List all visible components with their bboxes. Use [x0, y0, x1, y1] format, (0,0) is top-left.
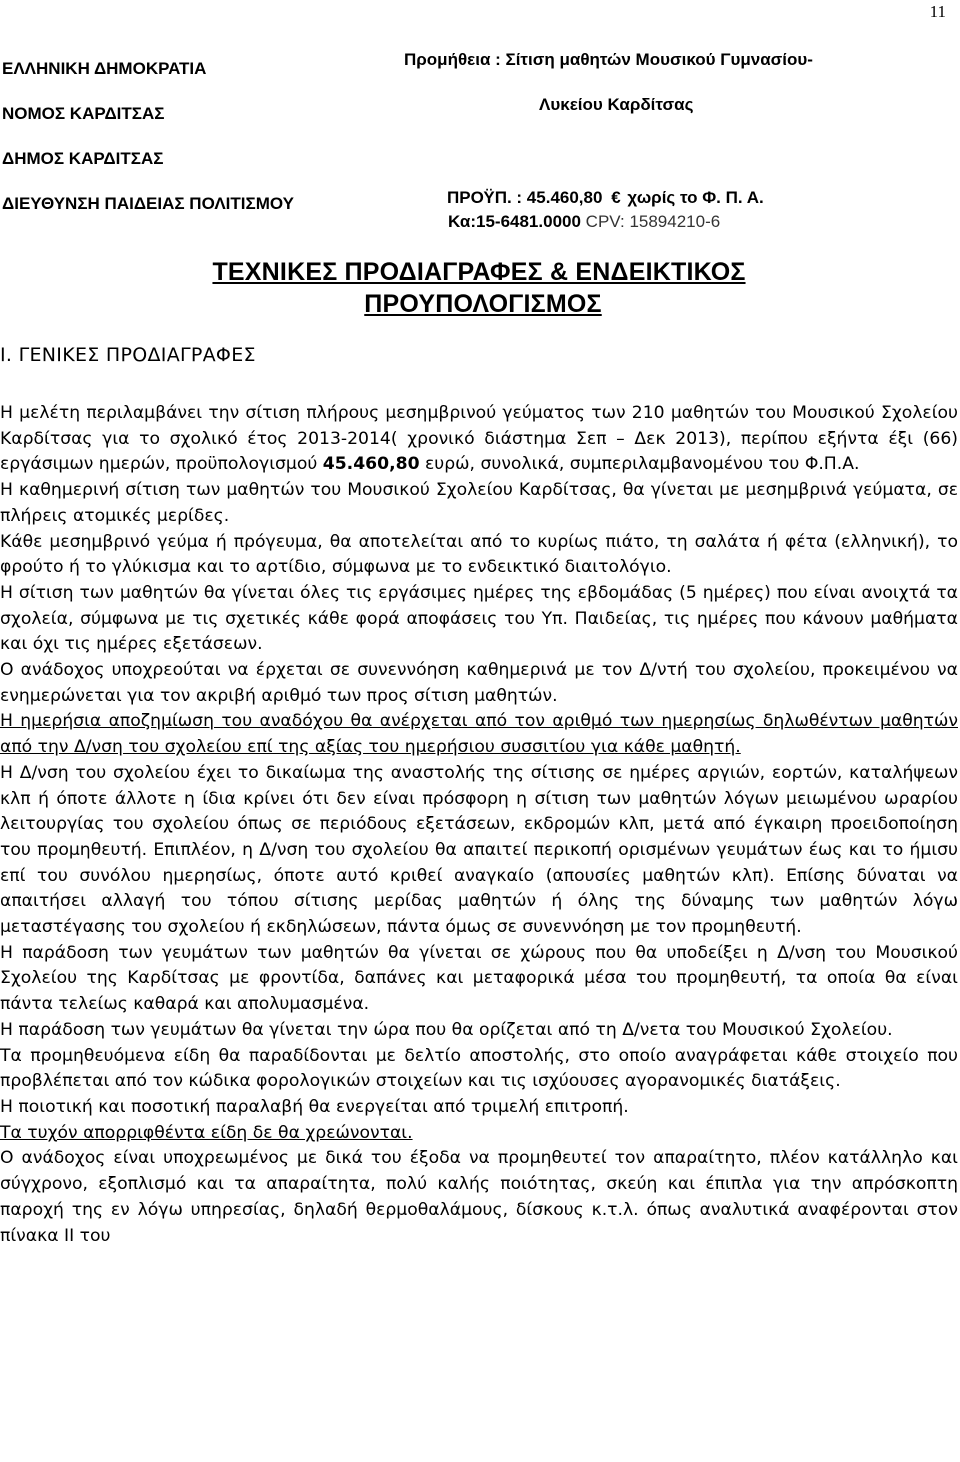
subject-line: Λυκείου Καρδίτσας: [539, 95, 694, 114]
page-number: 11: [929, 2, 946, 21]
paragraph: Η παράδοση των γευμάτων θα γίνεται την ώρα που θα ορίζεται από τη Δ/νετα του Μουσικού Σχολείου.: [0, 1019, 893, 1040]
paragraph: Κάθε μεσημβρινό γεύμα ή πρόγευμα, θα αποτελείται από το κυρίως πιάτο, τη σαλάτα ή φέτα (ελληνική), το φρούτο ή το γλύκισμα και το αρτίδιο, σύμφωνα με το ενδεικτικό διαιτολόγιο.: [0, 531, 958, 578]
paragraph-underlined: Η ημερήσια αποζημίωση του αναδόχου θα ανέρχεται από τον αριθμό των ημερησίως δηλωθέντων μαθητών από την Δ/νση του σχολείου επί της αξίας του ημερήσιου συσσιτίου για κάθε μαθητή.: [0, 711, 958, 758]
paragraph: Η ποιοτική και ποσοτική παραλαβή θα ενεργείται από τριμελή επιτροπή.: [0, 1096, 629, 1117]
paragraph: Τα προμηθευόμενα είδη θα παραδίδονται με δελτίο αποστολής, στο οποίο αναγράφεται κάθε στοιχείο που προβλέπεται από τον κώδικα φορολογικών στοιχείων και τις ισχύουσες αγορανομικές διατάξεις.: [0, 1045, 958, 1092]
section-heading: Ι. ΓΕΝΙΚΕΣ ΠΡΟΔΙΑΓΡΑΦΕΣ: [0, 344, 256, 366]
paragraph: Ο ανάδοχος υποχρεούται να έρχεται σε συνεννόηση καθημερινά με τον Δ/ντή του σχολείου, προκειμένου να ενημερώνεται για τον ακριβή αριθμό των προς σίτιση μαθητών.: [0, 660, 958, 706]
budget-amount: ΠΡΟΫΠ. : 45.460,80: [447, 188, 603, 207]
issuer-block: [2, 46, 294, 226]
paragraph-underlined: Τα τυχόν απορριφθέντα είδη δε θα χρεώνονται.: [0, 1122, 413, 1143]
specifications-body: [0, 401, 958, 1249]
document-title-continued: ΠΡΟΥΠΟΛΟΓΙΣΜΟΣ: [364, 290, 602, 318]
document-title: ΤΕΧΝΙΚΕΣ ΠΡΟΔΙΑΓΡΑΦΕΣ & ΕΝΔΕΙΚΤΙΚΟΣ: [212, 258, 746, 286]
paragraph-text: ευρώ, συνολικά, συμπεριλαμβανομένου του Φ.Π.Α.: [419, 454, 860, 475]
ka-code: Κα:15-6481.0000: [448, 212, 581, 231]
issuer-line: ΕΛΛΗΝΙΚΗ ΔΗΜΟΚΡΑΤΙΑ: [2, 59, 207, 78]
paragraph: Η σίτιση των μαθητών θα γίνεται όλες τις εργάσιμες ημέρες της εβδομάδας (5 ημέρες) που είναι ανοιχτά τα σχολεία, σύμφωνα με τις σχετικές κάθε φορά αποφάσεις του Υπ. Παιδείας, τις ημέρες που κάνουν μαθήματα και όχι τις ημέρες εξετάσεων.: [0, 582, 958, 655]
paragraph: Η Δ/νση του σχολείου έχει το δικαίωμα της αναστολής της σίτισης σε ημέρες αργιών, εορτών, καταλήψεων κλπ ή όποτε άλλοτε η ίδια κρίνει ότι δεν είναι πρόσφορη η σίτιση των μαθητών λόγων μειωμένου ωραρίου λειτουργίας του σχολείου όπως σε περιόδους εξετάσεων, εκδρομών κλπ, μετά από έγκαιρη προειδοποίηση του προμηθευτή. Επιπλέον, η Δ/νση του σχολείου θα απαιτεί περικοπή ορισμένων γευμάτων έως και το ήμισυ επί του συνόλου ημερησίως, όποτε αυτό κριθεί αναγκαίο (απουσίες μαθητών κλπ). Επίσης δύναται να απαιτήσει αλλαγή του τόπου σίτισης μερίδας μαθητών ή όλης της δύναμης των μαθητών λόγω μεταστέγασης του σχολείου ή εκδηλώσεων, πάντα όμως σε συνεννόηση με τον προμηθευτή.: [0, 762, 958, 938]
paragraph: Η παράδοση των γευμάτων των μαθητών θα γίνεται σε χώρους που θα υποδείξει η Δ/νση του Μουσικού Σχολείου της Καρδίτσας με φροντίδα, δαπάνες και μεταφορικά μέσα του προμηθευτή, τα οποία θα είναι πάντα τελείως καθαρά και απολυμασμένα.: [0, 942, 958, 1015]
code-line: [448, 207, 720, 237]
budget-vat-note: χωρίς το Φ. Π. Α.: [627, 188, 764, 207]
budget-amount-inline: 45.460,80: [322, 454, 420, 475]
cpv-code: CPV: 15894210-6: [585, 212, 721, 231]
paragraph-text: Η μελέτη περιλαμβάνει την σίτιση πλήρους μεσημβρινού γεύματος των 210 μαθητών του Μουσικού Σχολείου Καρδίτσας για το σχολικό έτος 2013-2014( χρονικό διάστημα Σεπ – Δεκ 2013), περίπου εξήντα έξι (66) εργάσιμων ημερών, προϋπολογισμού: [0, 403, 958, 475]
paragraph: Η καθημερινή σίτιση των μαθητών του Μουσικού Σχολείου Καρδίτσας, θα γίνεται με μεσημβρινά γεύματα, σε πλήρεις ατομικές μερίδες.: [0, 480, 958, 526]
subject-line: Προμήθεια : Σίτιση μαθητών Μουσικού Γυμνασίου-: [404, 50, 813, 69]
issuer-line: ΔΗΜΟΣ ΚΑΡΔΙΤΣΑΣ: [2, 149, 164, 168]
issuer-line: ΝΟΜΟΣ ΚΑΡΔΙΤΣΑΣ: [2, 104, 165, 123]
paragraph: [0, 401, 958, 478]
paragraph: Ο ανάδοχος είναι υποχρεωμένος με δικά του έξοδα να προμηθευτεί τον απαραίτητο, πλέον κατάλληλο και σύγχρονο, εξοπλισμό και τα απαραίτητα, πολύ καλής ποιότητας, σκεύη και έπιπλα για την απρόσκοπτη παροχή της εν λόγω υπηρεσίας, δηλαδή θερμοθαλάμους, δίσκους κ.τ.λ. όπως αναλυτικά αναφέρονται στον πίνακα ΙΙ του: [0, 1148, 958, 1246]
euro-icon: €: [611, 188, 621, 207]
issuer-line: ΔΙΕΥΘΥΝΣΗ ΠΑΙΔΕΙΑΣ ΠΟΛΙΤΙΣΜΟΥ: [2, 194, 294, 213]
